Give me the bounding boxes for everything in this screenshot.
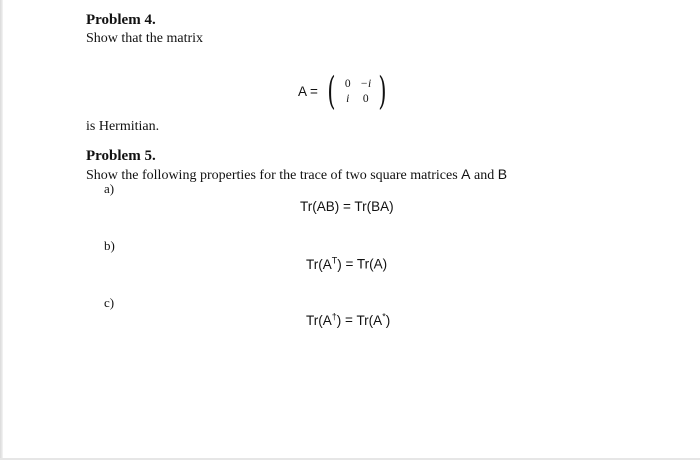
matrix-cell-21: i (346, 92, 350, 105)
part-b-lhs-base: Tr(A (306, 256, 332, 272)
part-a-rhs: Tr(BA) (354, 199, 394, 214)
part-c-label: c) (104, 295, 115, 310)
page-edge (0, 0, 3, 460)
part-c-lhs-close: ) (336, 312, 342, 328)
part-c-rhs-sup: * (382, 311, 386, 321)
part-b-lhs-close: ) (337, 256, 342, 272)
left-paren: ( (327, 69, 336, 113)
part-c-rhs-base: Tr(A (356, 312, 383, 328)
problem-5-intro (86, 166, 507, 184)
matrix-b-symbol: B (497, 166, 508, 182)
part-b-equation (306, 255, 387, 272)
part-c-rhs (356, 313, 390, 328)
matrix-grid (339, 76, 375, 106)
problem-4-heading: Problem 4. (86, 12, 156, 28)
problem-4-conclusion: is Hermitian. (86, 119, 160, 134)
matrix-cell-12: −i (360, 77, 372, 90)
part-c-lhs (306, 313, 341, 328)
part-c-equation (306, 311, 390, 328)
part-c-rhs-close: ) (385, 312, 391, 328)
part-b-lhs (306, 257, 342, 272)
problem-5-intro-and: and (474, 168, 495, 183)
part-a-label: a) (104, 181, 115, 196)
matrix-a-symbol: A (461, 166, 471, 182)
matrix-cell-22: 0 (362, 92, 369, 105)
part-a-equation (300, 199, 394, 214)
part-b-label: b) (104, 238, 115, 253)
matrix-equation (298, 71, 390, 111)
matrix-cell-11: 0 (344, 77, 351, 90)
part-c-lhs-base: Tr(A (306, 312, 332, 328)
part-c-eq: = (345, 312, 353, 328)
part-b-eq: = (345, 256, 354, 272)
part-a-eq: = (343, 199, 351, 214)
part-b-rhs: Tr(A) (356, 256, 388, 272)
problem-5-heading: Problem 5. (86, 148, 156, 164)
matrix-lhs: A = (298, 83, 318, 99)
part-b-lhs-sup: T (331, 255, 338, 265)
problem-4-intro: Show that the matrix (86, 31, 204, 46)
part-c-lhs-sup: † (331, 311, 337, 321)
part-a-lhs: Tr(AB) (300, 199, 340, 214)
problem-5-intro-text: Show the following properties for the trace of two square matrices (86, 168, 458, 183)
right-paren: ) (378, 69, 387, 113)
